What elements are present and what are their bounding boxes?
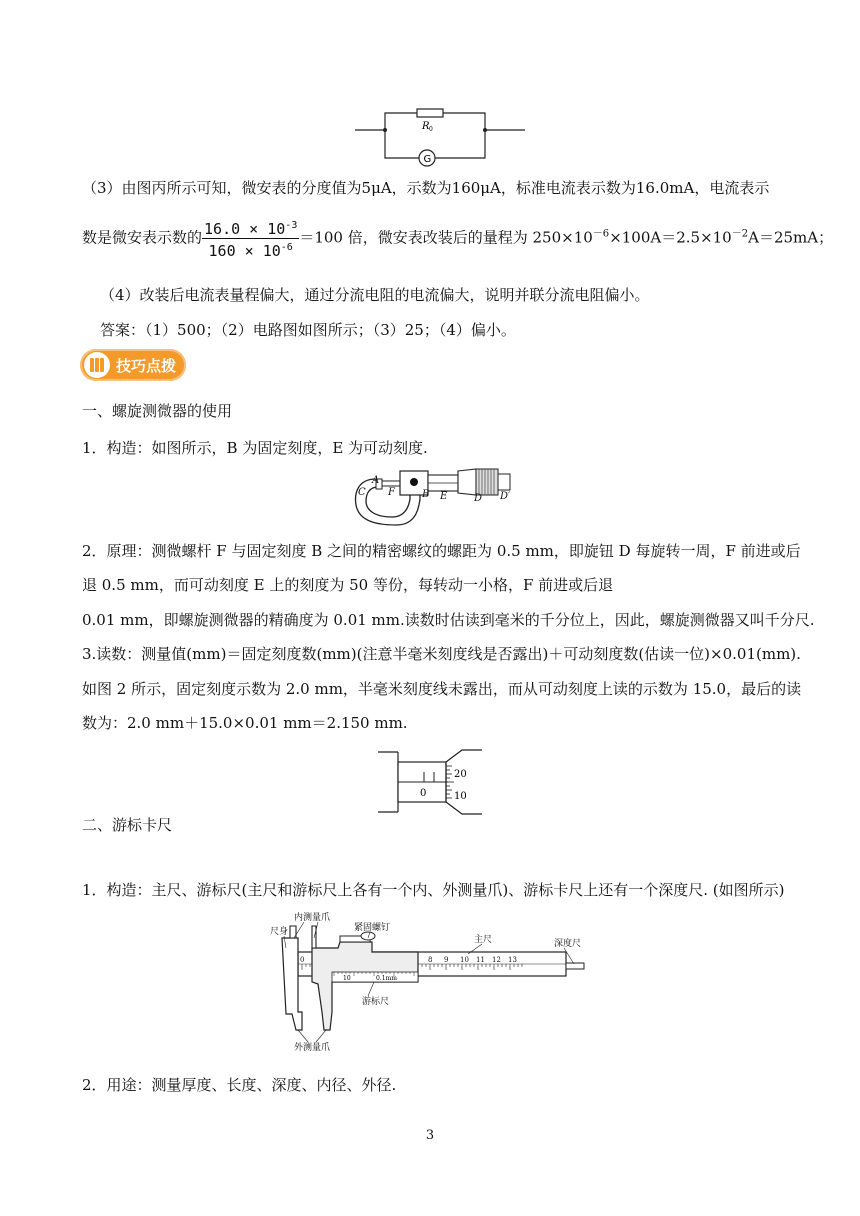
main-scale-number: 0 [300, 956, 305, 964]
fraction [202, 217, 299, 260]
tips-badge [80, 349, 186, 381]
sec1-p3: 3.读数：测量值(mm)＝固定刻度数(mm)(注意半毫米刻度线是否露出)＋可动刻度数(估读一位)×0.01(mm). [82, 645, 801, 663]
badge-label: 技巧点拨 [116, 357, 177, 375]
answer: 答案：（1）500；（2）电路图如图所示；（3）25；（4）偏小。 [100, 321, 516, 339]
resistor-label: R [422, 121, 430, 132]
label-c: C [358, 487, 366, 498]
label-body: 尺身 [270, 927, 289, 937]
p3-line2 [82, 217, 833, 260]
main-scale-number: 10 [460, 956, 469, 964]
sec2-p2: 2．用途：测量厚度、长度、深度、内径、外径. [82, 1076, 397, 1094]
fraction-numerator-exp: -3 [285, 220, 298, 231]
label-d2: D′ [500, 491, 511, 502]
sec1-p2b: 退 0.5 mm，而可动刻度 E 上的刻度为 50 等份，每转动一小格，F 前进或后退 [82, 576, 614, 594]
main-scale-number: 9 [444, 956, 449, 964]
label-f: F [388, 487, 395, 498]
books-icon [84, 352, 110, 378]
reading-ten: 10 [454, 791, 467, 802]
p3-line2-end: A＝25mA； [748, 228, 834, 247]
fraction-denominator: 160 × 10 [208, 242, 281, 260]
circuit-diagram [355, 102, 525, 168]
sec1-p2a: 2．原理：测微螺杆 F 与固定刻度 B 之间的精密螺纹的螺距为 0.5 mm，即旋钮 D 每旋转一周，F 前进或后 [82, 542, 801, 560]
section2-title: 二、游标卡尺 [82, 816, 173, 834]
vernier-caliper-figure [268, 908, 588, 1058]
resistor-subscript: 0 [429, 126, 433, 133]
sec2-p1: 1．构造：主尺、游标尺(主尺和游标尺上各有一个内、外测量爪)、游标卡尺上还有一个深度尺. (如图所示) [82, 881, 785, 899]
label-depth: 深度尺 [554, 939, 582, 949]
micrometer-figure [352, 465, 522, 529]
section1-title: 一、螺旋测微器的使用 [82, 402, 233, 420]
label-e: E [440, 491, 448, 502]
p3-line2-mid: ×100A＝2.5×10 [609, 228, 732, 247]
sec1-p1: 1．构造：如图所示，B 为固定刻度，E 为可动刻度. [82, 439, 428, 457]
label-a: A [372, 475, 380, 486]
label-main: 主尺 [474, 935, 493, 945]
label-vernier: 游标尺 [362, 997, 390, 1007]
exp1: －6 [592, 228, 610, 240]
main-scale-number: 11 [476, 956, 485, 964]
sec1-p4b: 数为：2.0 mm＋15.0×0.01 mm＝2.150 mm. [82, 714, 408, 732]
sec1-p2c: 0.01 mm，即螺旋测微器的精确度为 0.01 mm.读数时估读到毫米的千分位上，因此，螺旋测微器又叫千分尺. [82, 611, 815, 629]
page-number: 3 [425, 1128, 435, 1143]
reading-twenty: 20 [454, 769, 467, 780]
main-scale-number: 8 [428, 956, 433, 964]
exp2: －2 [731, 228, 749, 240]
p3-line1: （3）由图丙所示可知，微安表的分度值为5μA，示数为160μA，标准电流表示数为16.0mA，电流表示 [82, 179, 770, 197]
label-b: B [422, 489, 430, 500]
fraction-denominator-exp: -6 [280, 242, 293, 253]
label-d: D [474, 493, 483, 504]
vernier-10: 10 [343, 975, 351, 982]
vernier-01: 0.1mm [376, 975, 397, 982]
p4: （4）改装后电流表量程偏大，通过分流电阻的电流偏大，说明并联分流电阻偏小。 [100, 286, 650, 304]
sec1-p4a: 如图 2 所示，固定刻度示数为 2.0 mm，半毫米刻度线未露出，而从可动刻度上读的示数为 15.0，最后的读 [82, 680, 802, 698]
p3-line2-pre: 数是微安表示数的 [82, 228, 203, 247]
label-screw: 紧固螺钉 [354, 923, 391, 933]
reading-zero: 0 [420, 788, 427, 799]
main-scale-number: 13 [508, 956, 517, 964]
meter-label: G [423, 154, 432, 165]
micrometer-reading-figure [378, 746, 482, 818]
label-inner-jaw: 内测量爪 [294, 913, 331, 923]
main-scale-number: 12 [492, 956, 501, 964]
label-outer-jaw: 外测量爪 [294, 1043, 331, 1053]
p3-line2-post: ＝100 倍，微安表改装后的量程为 250×10 [299, 228, 593, 247]
fraction-numerator: 16.0 × 10 [204, 220, 286, 238]
